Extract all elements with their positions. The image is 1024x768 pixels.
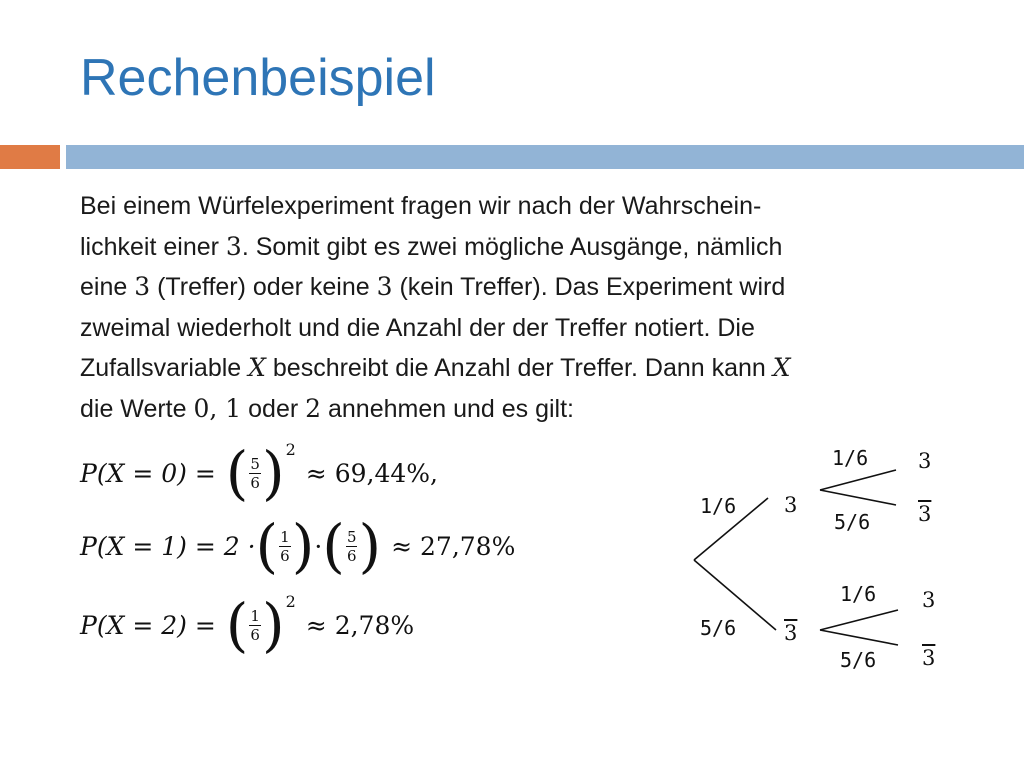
accent-bar-orange: [0, 145, 60, 169]
accent-bar-blue: [66, 145, 1024, 169]
formula-lhs: P(X = 2) =: [80, 610, 216, 640]
formula-result: ≈ 2,78%: [305, 610, 415, 640]
branch-upper-miss: [820, 490, 896, 505]
formula-lhs: P(X = 1) = 2 ·: [80, 531, 256, 561]
leaf-hit: 3: [918, 449, 932, 473]
exponent: 2: [285, 592, 296, 611]
fraction: $\frac{5}{6}$: [250, 454, 260, 492]
paragraph-line: eine 3 (Treffer) oder keine 3 (kein Treffer). Das Experiment wird: [80, 272, 786, 301]
formula-power: ( $\frac{1}{6}$ ) 2: [225, 591, 296, 659]
prob-label: 1/6: [700, 494, 737, 518]
multiply-dot: ·: [314, 531, 323, 561]
node-miss: 3: [784, 621, 798, 645]
formula-p0: [80, 439, 438, 507]
leaf-hit: 3: [922, 588, 936, 612]
formula-p2: [80, 591, 415, 659]
prob-label: 1/6: [840, 582, 877, 606]
branch-lower-miss: [820, 630, 898, 645]
fraction: $\frac{1}{6}$: [250, 606, 260, 644]
fraction: $\frac{1}{6}$: [280, 527, 290, 565]
formula-result: ≈ 69,44%,: [305, 458, 438, 488]
paragraph-line: lichkeit einer 3. Somit gibt es zwei mögliche Ausgänge, nämlich: [80, 231, 783, 261]
prob-label: 1/6: [832, 446, 869, 470]
fraction: $\frac{5}{6}$: [346, 527, 357, 565]
prob-label: 5/6: [834, 510, 871, 534]
prob-label: 5/6: [840, 648, 877, 672]
formula-lhs: P(X = 0) =: [80, 458, 216, 488]
formula-p1: [80, 512, 516, 580]
problem-paragraph: [80, 186, 980, 429]
paragraph-line: zweimal wiederholt und die Anzahl der der Treffer notiert. Die: [80, 313, 755, 342]
formula-factor: ( $\frac{1}{6}$ ): [255, 512, 315, 580]
leaf-miss: 3: [918, 502, 932, 526]
paragraph-line: Bei einem Würfelexperiment fragen wir nach der Wahrschein-: [80, 192, 762, 220]
formula-result: ≈ 27,78%: [391, 531, 516, 561]
formula-factor: ( $\frac{5}{6}$ ): [322, 512, 382, 580]
probability-tree: [680, 430, 980, 690]
node-hit: 3: [784, 493, 798, 517]
exponent: 2: [285, 440, 296, 459]
leaf-miss: 3: [922, 646, 936, 670]
slide-title: Rechenbeispiel: [80, 49, 436, 107]
branch-upper-hit: [820, 470, 896, 490]
formula-power: ( $\frac{5}{6}$ ) 2: [225, 439, 296, 507]
branch-lower-hit: [820, 610, 898, 630]
paragraph-line: die Werte 0, 1 oder 2 annehmen und es gilt:: [80, 393, 575, 423]
prob-label: 5/6: [700, 616, 737, 640]
paragraph-line: Zufallsvariable X beschreibt die Anzahl der Treffer. Dann kann X: [80, 353, 791, 382]
